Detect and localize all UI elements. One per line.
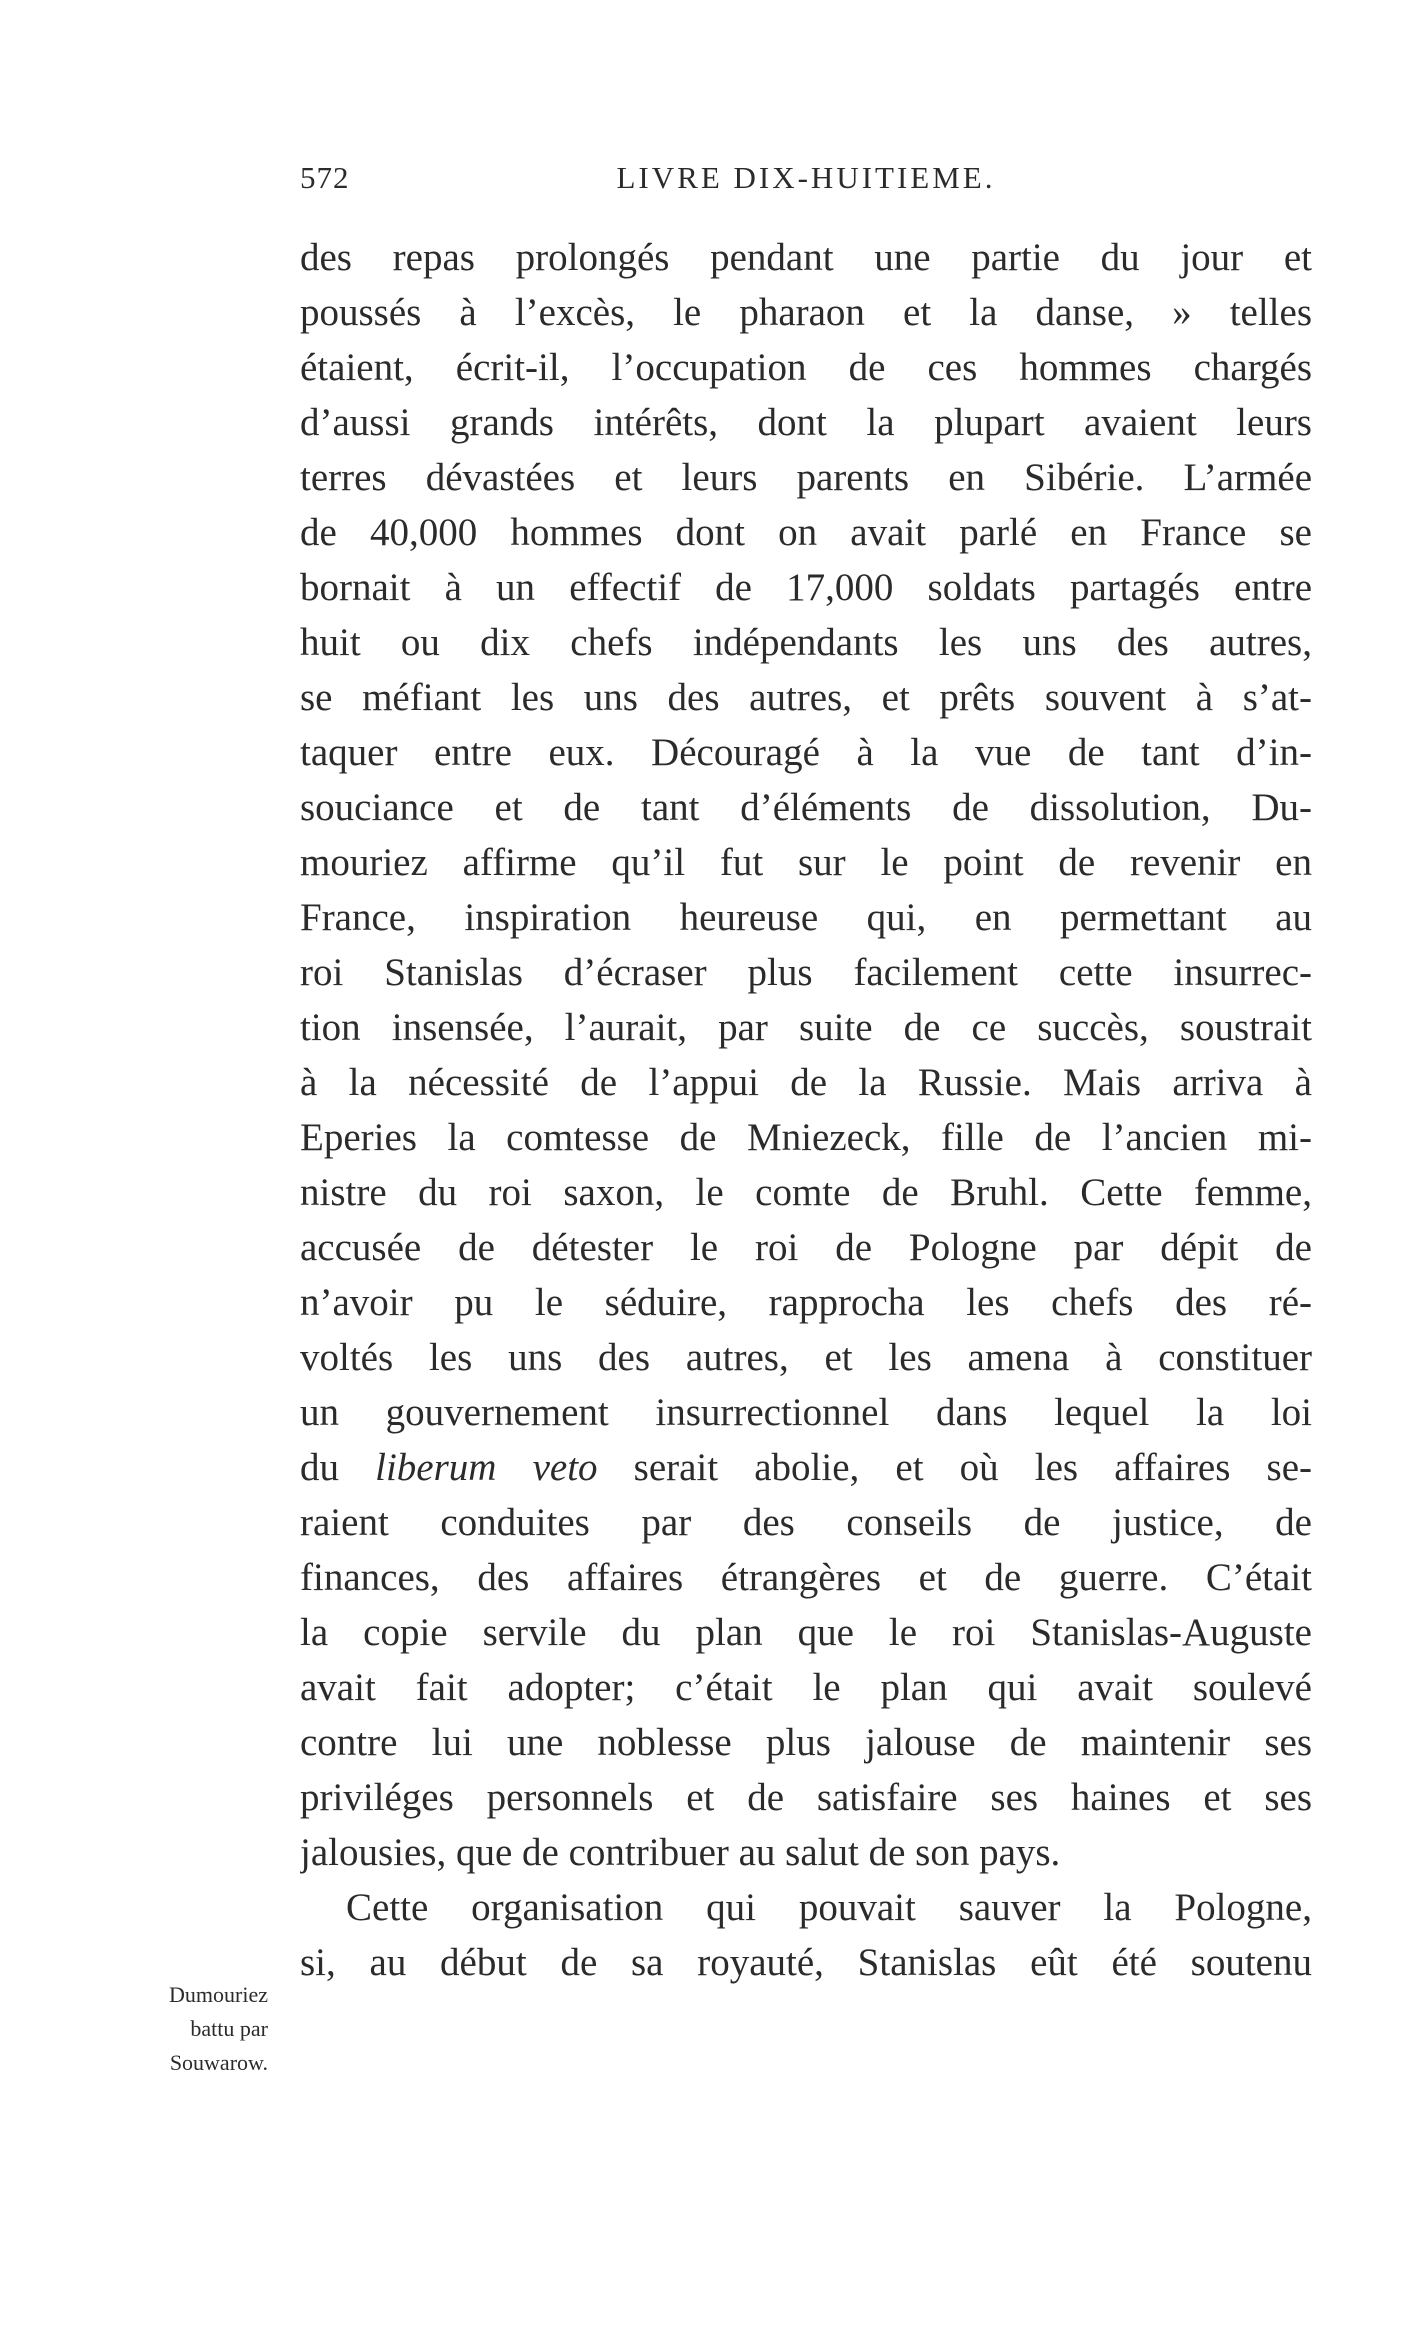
text-line: contre lui une noblesse plus jalouse de maintenir ses (300, 1721, 1312, 1764)
text-line: jalousies, que de contribuer au salut de son pays. (300, 1831, 1061, 1874)
text-segment: du (300, 1446, 376, 1489)
page-header (300, 160, 1312, 200)
text-line: finances, des affaires étrangères et de guerre. C’était (300, 1556, 1312, 1599)
text-line: des repas prolongés pendant une partie du jour et (300, 236, 1312, 279)
text-line: mouriez affirme qu’il fut sur le point de revenir en (300, 841, 1312, 884)
text-line: terres dévastées et leurs parents en Sibérie. L’armée (300, 456, 1312, 499)
text-line: raient conduites par des conseils de justice, de (300, 1501, 1312, 1544)
text-line: la copie servile du plan que le roi Stanislas-Auguste (300, 1611, 1312, 1654)
text-segment: serait abolie, et où les affaires se- (597, 1446, 1312, 1489)
paragraph (300, 1880, 1312, 1990)
text-line: souciance et de tant d’éléments de dissolution, Du- (300, 786, 1312, 829)
text-line: poussés à l’excès, le pharaon et la danse, » telles (300, 291, 1312, 334)
marginal-note-line: Dumouriez (169, 1982, 268, 2007)
text-line: accusée de détester le roi de Pologne par dépit de (300, 1226, 1312, 1269)
running-title: LIVRE DIX-HUITIEME. (616, 160, 996, 195)
text-line: nistre du roi saxon, le comte de Bruhl. Cette femme, (300, 1171, 1312, 1214)
text-line: tion insensée, l’aurait, par suite de ce succès, soustrait (300, 1006, 1312, 1049)
text-line: roi Stanislas d’écraser plus facilement cette insurrec- (300, 951, 1312, 994)
text-line: un gouvernement insurrectionnel dans lequel la loi (300, 1391, 1312, 1434)
text-line (300, 1440, 1312, 1495)
marginal-note-line: Souwarow. (169, 2050, 268, 2075)
text-line: si, au début de sa royauté, Stanislas eût été soutenu (300, 1941, 1312, 1984)
page-number: 572 (300, 160, 350, 195)
paragraph (300, 230, 1312, 1880)
text-line: taquer entre eux. Découragé à la vue de tant d’in- (300, 731, 1312, 774)
text-line: bornait à un effectif de 17,000 soldats partagés entre (300, 566, 1312, 609)
text-line: huit ou dix chefs indépendants les uns des autres, (300, 621, 1312, 664)
marginal-note-line: battu par (190, 2016, 268, 2041)
text-line: avait fait adopter; c’était le plan qui avait soulevé (300, 1666, 1312, 1709)
text-line: Eperies la comtesse de Mniezeck, fille de l’ancien mi- (300, 1116, 1312, 1159)
text-line: Cette organisation qui pouvait sauver la Pologne, (346, 1886, 1312, 1929)
text-line: de 40,000 hommes dont on avait parlé en France se (300, 511, 1312, 554)
italic-phrase: liberum veto (375, 1446, 598, 1489)
text-line: d’aussi grands intérêts, dont la plupart avaient leurs (300, 401, 1312, 444)
text-line: France, inspiration heureuse qui, en permettant au (300, 896, 1312, 939)
marginal-note (98, 1978, 268, 2080)
text-line: priviléges personnels et de satisfaire ses haines et ses (300, 1776, 1312, 1819)
text-line: n’avoir pu le séduire, rapprocha les chefs des ré- (300, 1281, 1312, 1324)
text-line: voltés les uns des autres, et les amena à constituer (300, 1336, 1312, 1379)
text-line: se méfiant les uns des autres, et prêts souvent à s’at- (300, 676, 1312, 719)
text-line: étaient, écrit-il, l’occupation de ces hommes chargés (300, 346, 1312, 389)
main-text (300, 230, 1312, 1990)
text-line: à la nécessité de l’appui de la Russie. Mais arriva à (300, 1061, 1312, 1104)
